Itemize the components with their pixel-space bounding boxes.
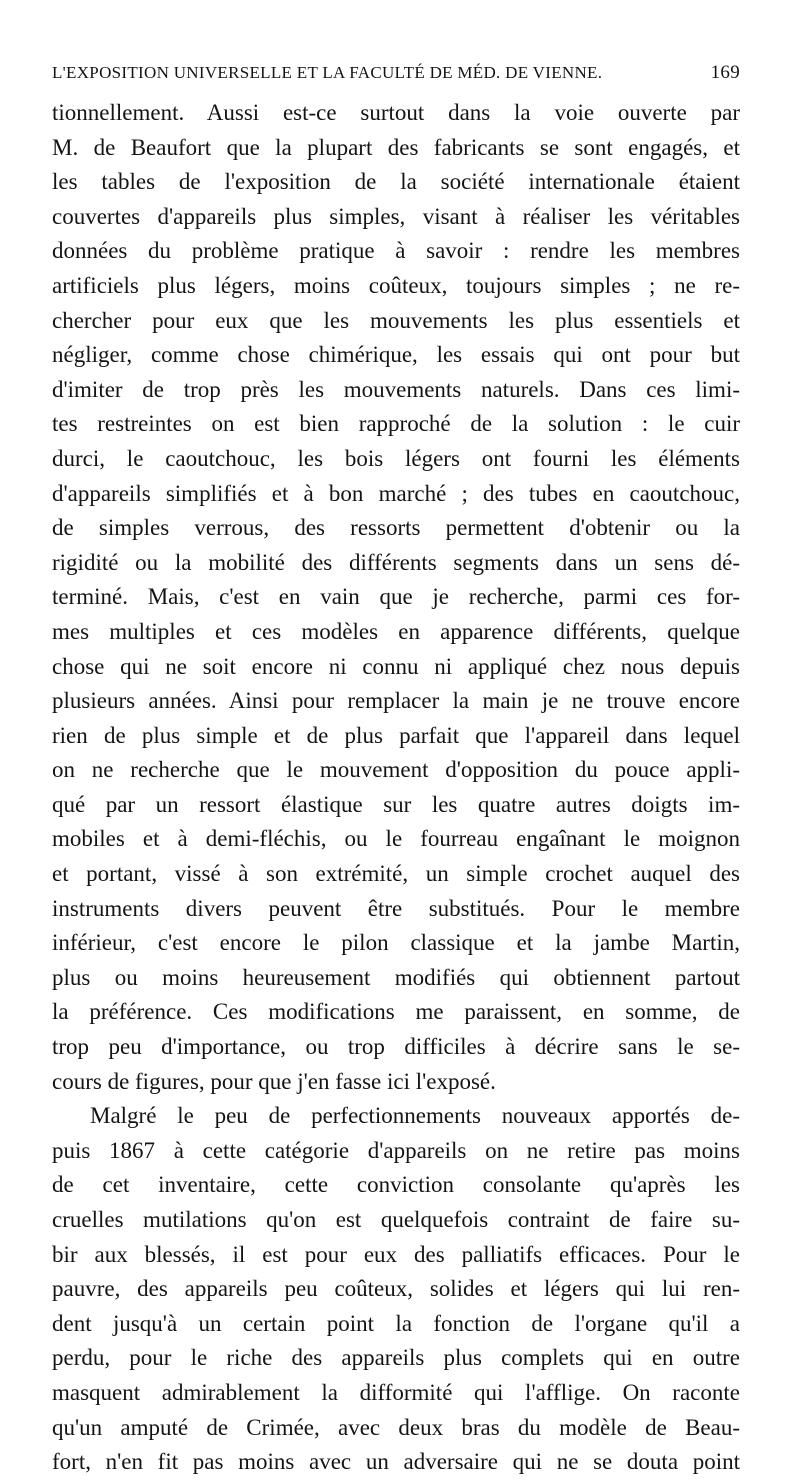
running-title: L'EXPOSITION UNIVERSELLE ET LA FACULTÉ DE MÉD. DE VIENNE. [52, 63, 603, 82]
text-line: cours de figures, pour que j'en fasse ici l'exposé. [52, 1068, 496, 1094]
text-line: qué par un ressort élastique sur les quatre autres doigts im- [52, 791, 740, 817]
text-line: instruments divers peuvent être substitués. Pour le membre [52, 895, 740, 921]
paragraph-2 [52, 1099, 740, 1480]
text-line: puis 1867 à cette catégorie d'appareils on ne retire pas moins [52, 1137, 740, 1163]
text-line: inférieur, c'est encore le pilon classique et la jambe Martin, [52, 930, 740, 956]
text-line: qu'un amputé de Crimée, avec deux bras du modèle de Beau- [52, 1414, 740, 1440]
text-line: plus ou moins heureusement modifiés qui obtiennent partout [52, 964, 740, 990]
text-line: perdu, pour le riche des appareils plus complets qui en outre [52, 1345, 740, 1371]
text-line: et portant, vissé à son extrémité, un simple crochet auquel des [52, 861, 740, 887]
text-line: rigidité ou la mobilité des différents segments dans un sens dé- [52, 549, 740, 575]
text-line: mes multiples et ces modèles en apparence différents, quelque [52, 618, 740, 644]
text-line: tes restreintes on est bien rapproché de la solution : le cuir [52, 411, 740, 437]
text-line: données du problème pratique à savoir : rendre les membres [52, 238, 740, 264]
text-line: rien de plus simple et de plus parfait que l'appareil dans lequel [52, 722, 740, 748]
text-line: artificiels plus légers, moins coûteux, toujours simples ; ne re- [52, 272, 740, 298]
text-line: fort, n'en fit pas moins avec un adversaire qui ne se douta point [52, 1449, 740, 1475]
text-line: on ne recherche que le mouvement d'opposition du pouce appli- [52, 757, 740, 783]
text-line: négliger, comme chose chimérique, les essais qui ont pour but [52, 342, 740, 368]
text-line: M. de Beaufort que la plupart des fabricants se sont engagés, et [52, 134, 740, 160]
running-header [52, 62, 740, 84]
text-line: bir aux blessés, il est pour eux des palliatifs efficaces. Pour le [52, 1241, 740, 1267]
text-line: masquent admirablement la difformité qui l'afflige. On raconte [52, 1379, 740, 1405]
paragraph-1 [52, 96, 740, 1099]
text-line: de simples verrous, des ressorts permettent d'obtenir ou la [52, 515, 740, 541]
page-number: 169 [710, 62, 740, 83]
text-line: terminé. Mais, c'est en vain que je recherche, parmi ces for- [52, 584, 740, 610]
text-line: trop peu d'importance, ou trop difficiles à décrire sans le se- [52, 1034, 740, 1060]
text-line: Malgré le peu de perfectionnements nouveaux apportés de- [90, 1103, 740, 1129]
text-line: de cet inventaire, cette conviction consolante qu'après les [52, 1172, 740, 1198]
text-line: tionnellement. Aussi est-ce surtout dans la voie ouverte par [52, 100, 740, 125]
text-line: mobiles et à demi-fléchis, ou le fourreau engaînant le moignon [52, 826, 740, 852]
text-line: plusieurs années. Ainsi pour remplacer la main je ne trouve encore [52, 688, 740, 714]
text-line: d'appareils simplifiés et à bon marché ; des tubes en caoutchouc, [52, 480, 740, 506]
text-line: la préférence. Ces modifications me paraissent, en somme, de [52, 999, 740, 1025]
text-line: couvertes d'appareils plus simples, visant à réaliser les véritables [52, 203, 740, 229]
body-text [52, 96, 740, 1480]
text-line: chercher pour eux que les mouvements les plus essentiels et [52, 307, 740, 333]
text-line: dent jusqu'à un certain point la fonction de l'organe qu'il a [52, 1310, 740, 1336]
text-line: pauvre, des appareils peu coûteux, solides et légers qui lui ren- [52, 1276, 740, 1302]
text-line: d'imiter de trop près les mouvements naturels. Dans ces limi- [52, 376, 740, 402]
text-line: durci, le caoutchouc, les bois légers ont fourni les éléments [52, 445, 740, 471]
text-line: les tables de l'exposition de la société internationale étaient [52, 169, 740, 195]
text-line: chose qui ne soit encore ni connu ni appliqué chez nous depuis [52, 653, 740, 679]
text-line: cruelles mutilations qu'on est quelquefois contraint de faire su- [52, 1207, 740, 1232]
